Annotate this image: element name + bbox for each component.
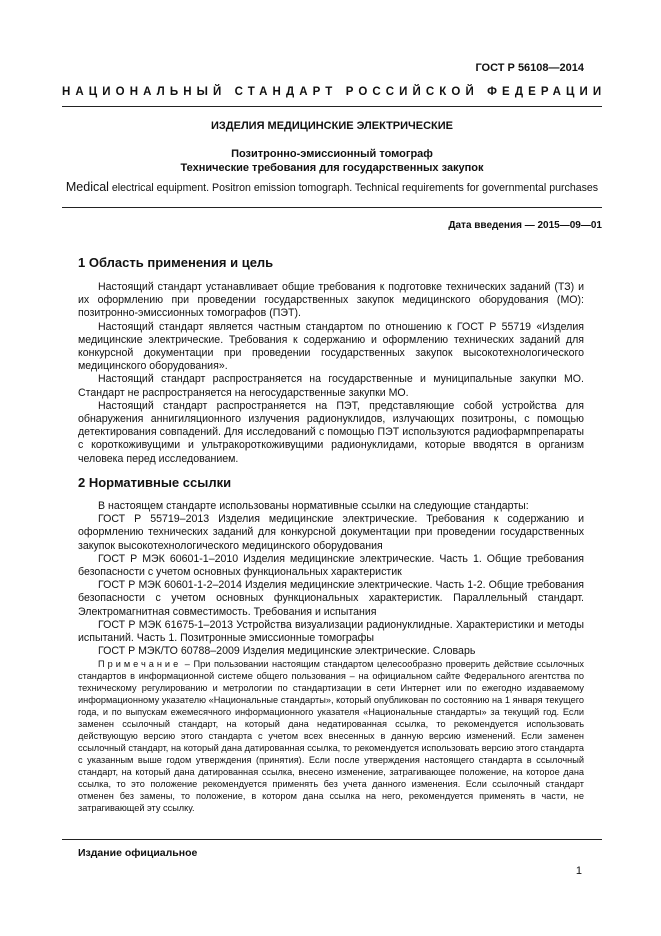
page-number: 1 [575, 865, 582, 877]
reference-item: ГОСТ Р 55719–2013 Изделия медицинские электрические. Требования к содержанию и оформлению технических заданий для конкурсной документации при проведении государственных закупок высокотехнологического медицинского оборудования [78, 513, 584, 552]
paragraph: Настоящий стандарт распространяется на государственные и муниципальные закупки МО. Стандарт не распространяется на негосударственные закупки МО. [78, 373, 584, 399]
paragraph: Настоящий стандарт устанавливает общие требования к подготовке технических заданий (ТЗ) и их оформлению при проведении государственных закупок медицинского оборудования (МО): позитронно-эмиссионных томографов (ПЭТ). [78, 281, 584, 320]
standard-subtitle [62, 147, 602, 175]
title-rule [62, 207, 602, 208]
english-title-first-word: Medical [65, 180, 109, 194]
document-number: ГОСТ Р 56108—2014 [475, 62, 584, 74]
introduction-date: Дата введения — 2015—09—01 [448, 220, 602, 231]
english-title-rest: electrical equipment. Positron emission tomograph. Technical requirements for governmental purchases [108, 182, 599, 194]
standard-title: ИЗДЕЛИЯ МЕДИЦИНСКИЕ ЭЛЕКТРИЧЕСКИЕ [210, 120, 454, 132]
english-title [62, 180, 602, 194]
reference-item: ГОСТ Р МЭК/ТО 60788–2009 Изделия медицинские электрические. Словарь [98, 645, 476, 658]
paragraph: В настоящем стандарте использованы нормативные ссылки на следующие стандарты: [98, 500, 529, 512]
paragraph: Настоящий стандарт распространяется на ПЭТ, представляющие собой устройства для обнаружения аннигиляционного излучения радионуклидов, излучающих позитроны, с помощью детектирования совпадений. Для исследований с помощью ПЭТ используются радиофармпрепараты с короткоживущими и ультракороткоживущими радионуклидами, которые вводятся в организм человека перед исследованием. [78, 399, 584, 465]
reference-item: ГОСТ Р МЭК 60601-1-2–2014 Изделия медицинские электрические. Часть 1-2. Общие требования безопасности с учетом основных функциональных характеристик. Параллельный стандарт. Электромагнитная совместимость. Требования и испытания [78, 579, 584, 618]
subtitle-line-1: Позитронно-эмиссионный томограф [231, 148, 433, 160]
edition-label: Издание официальное [78, 847, 198, 859]
reference-item: ГОСТ Р МЭК 61675-1–2013 Устройства визуализации радионуклидные. Характеристики и методы испытаний. Часть 1. Позитронные эмиссионные томографы [78, 618, 584, 645]
section-2-body [78, 500, 584, 814]
section-1-body [78, 281, 584, 466]
paragraph: Настоящий стандарт является частным стандартом по отношению к ГОСТ Р 55719 «Изделия медицинские электрические. Требования к содержанию и оформлению технических заданий для конкурсной документации при проведении государственных закупок высокотехнологического медицинского оборудования». [78, 320, 584, 373]
note-label: Примечание [98, 659, 182, 670]
national-standard-banner: НАЦИОНАЛЬНЫЙ СТАНДАРТ РОССИЙСКОЙ ФЕДЕРАЦИИ [62, 86, 607, 98]
subtitle-line-2: Технические требования для государственных закупок [180, 162, 484, 174]
note [78, 658, 584, 814]
section-2-heading: 2 Нормативные ссылки [78, 475, 232, 490]
footer-rule [62, 839, 602, 840]
reference-item: ГОСТ Р МЭК 60601-1–2010 Изделия медицинские электрические. Часть 1. Общие требования безопасности с учетом основных функциональных характеристик [78, 552, 584, 579]
note-text: – При пользовании настоящим стандартом целесообразно проверить действие ссылочных стандартов в информационной системе общего пользования – на официальном сайте Федерального агентства по техническому регулированию и метрологии по стандартизации в сети Интернет или по ежегодно издаваемому информационному указателю «Национальные стандарты», который опубликован по состоянию на 1 января текущего года, и по выпускам ежемесячного информационного указателя «Национальные стандарты» за текущий год. Если заменен ссылочный стандарт, на который дана недатированная ссылка, то рекомендуется использовать действующую версию этого стандарта с учетом всех внесенных в данную версию изменений. Если заменен ссылочный стандарт, на который дана датированная ссылка, то рекомендуется использовать версию этого стандарта с указанным выше годом утверждения (принятия). Если после утверждения настоящего стандарта в ссылочный стандарт, на который дана датированная ссылка, внесено изменение, затрагивающее положение, на которое дана ссылка, то это положение рекомендуется применять без учета данного изменения. Если ссылочный стандарт отменен без замены, то положение, в котором дана ссылка на него, рекомендуется применять в части, не затрагивающей эту ссылку. [78, 659, 584, 814]
header-rule [62, 106, 602, 107]
section-1-heading: 1 Область применения и цель [78, 255, 274, 270]
